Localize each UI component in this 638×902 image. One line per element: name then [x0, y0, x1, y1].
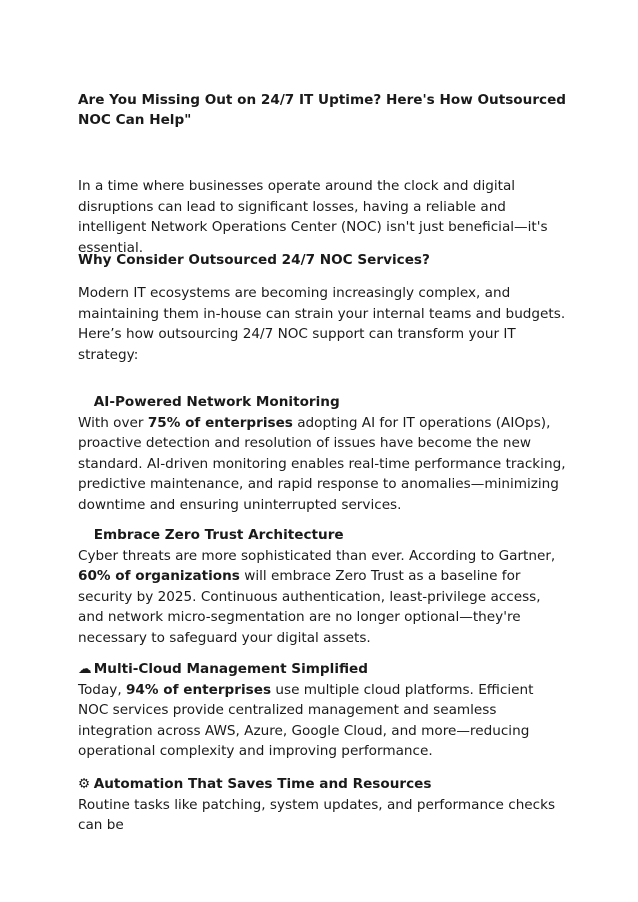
section-title: Multi-Cloud Management Simplified [93, 661, 368, 677]
section-heading [78, 774, 568, 795]
section-automation [78, 774, 568, 836]
document-title: Are You Missing Out on 24/7 IT Uptime? Here's How Outsourced NOC Can Help" [78, 92, 567, 128]
section-body [78, 795, 568, 836]
why-paragraph: Modern IT ecosystems are becoming increasingly complex, and maintaining them in-house can strain your internal teams and budgets. Here’s how outsourcing 24/7 NOC support can transform your IT strategy: [78, 285, 566, 363]
section-body [78, 546, 568, 649]
why-heading: Why Consider Outsourced 24/7 NOC Services? [78, 252, 430, 268]
body-text: Today, [78, 681, 126, 698]
gear-icon: ⚙ [78, 776, 91, 792]
body-highlight: 75% of enterprises [147, 414, 293, 431]
section-multi-cloud [78, 659, 568, 762]
section-heading [78, 525, 568, 546]
section-title: Automation That Saves Time and Resources [93, 776, 432, 792]
section-body [78, 680, 568, 762]
body-text: adopting AI for IT operations (AIOps), proactive detection and resolution of issues have become the new standard. AI-driven monitoring enables real-time performance tracking, predictive maintenance, and rapid response to anomalies—minimizing downtime and ensuring uninterrupted services. [78, 414, 566, 513]
section-body [78, 413, 568, 516]
section-heading [78, 659, 568, 680]
body-text: use multiple cloud platforms. Efficient NOC services provide centralized management and seamless integration across AWS, Azure, Google Cloud, and more—reducing operational complexity and improving performance. [78, 681, 534, 759]
section-ai-monitoring [78, 392, 568, 515]
intro-paragraph: In a time where businesses operate around the clock and digital disruptions can lead to significant losses, having a reliable and intelligent Network Operations Center (NOC) isn't just beneficial—it's essential. [78, 178, 548, 256]
section-title: AI-Powered Network Monitoring [93, 394, 340, 410]
body-text: Cyber threats are more sophisticated than ever. According to Gartner, [78, 547, 556, 564]
section-title: Embrace Zero Trust Architecture [93, 527, 344, 543]
section-zero-trust [78, 525, 568, 648]
body-text: Routine tasks like patching, system updates, and performance checks can be [78, 796, 556, 833]
body-highlight: 94% of enterprises [125, 681, 272, 698]
cloud-icon: ☁ [78, 661, 92, 677]
body-text: With over [78, 414, 148, 431]
body-highlight: 60% of organizations [78, 568, 240, 584]
body-text: will embrace Zero Trust as a baseline for security by 2025. Continuous authentication, least-privilege access, and network micro-segmentation are no longer optional—they're necessary to safeguard your digital assets. [78, 568, 541, 646]
section-heading [78, 392, 568, 413]
